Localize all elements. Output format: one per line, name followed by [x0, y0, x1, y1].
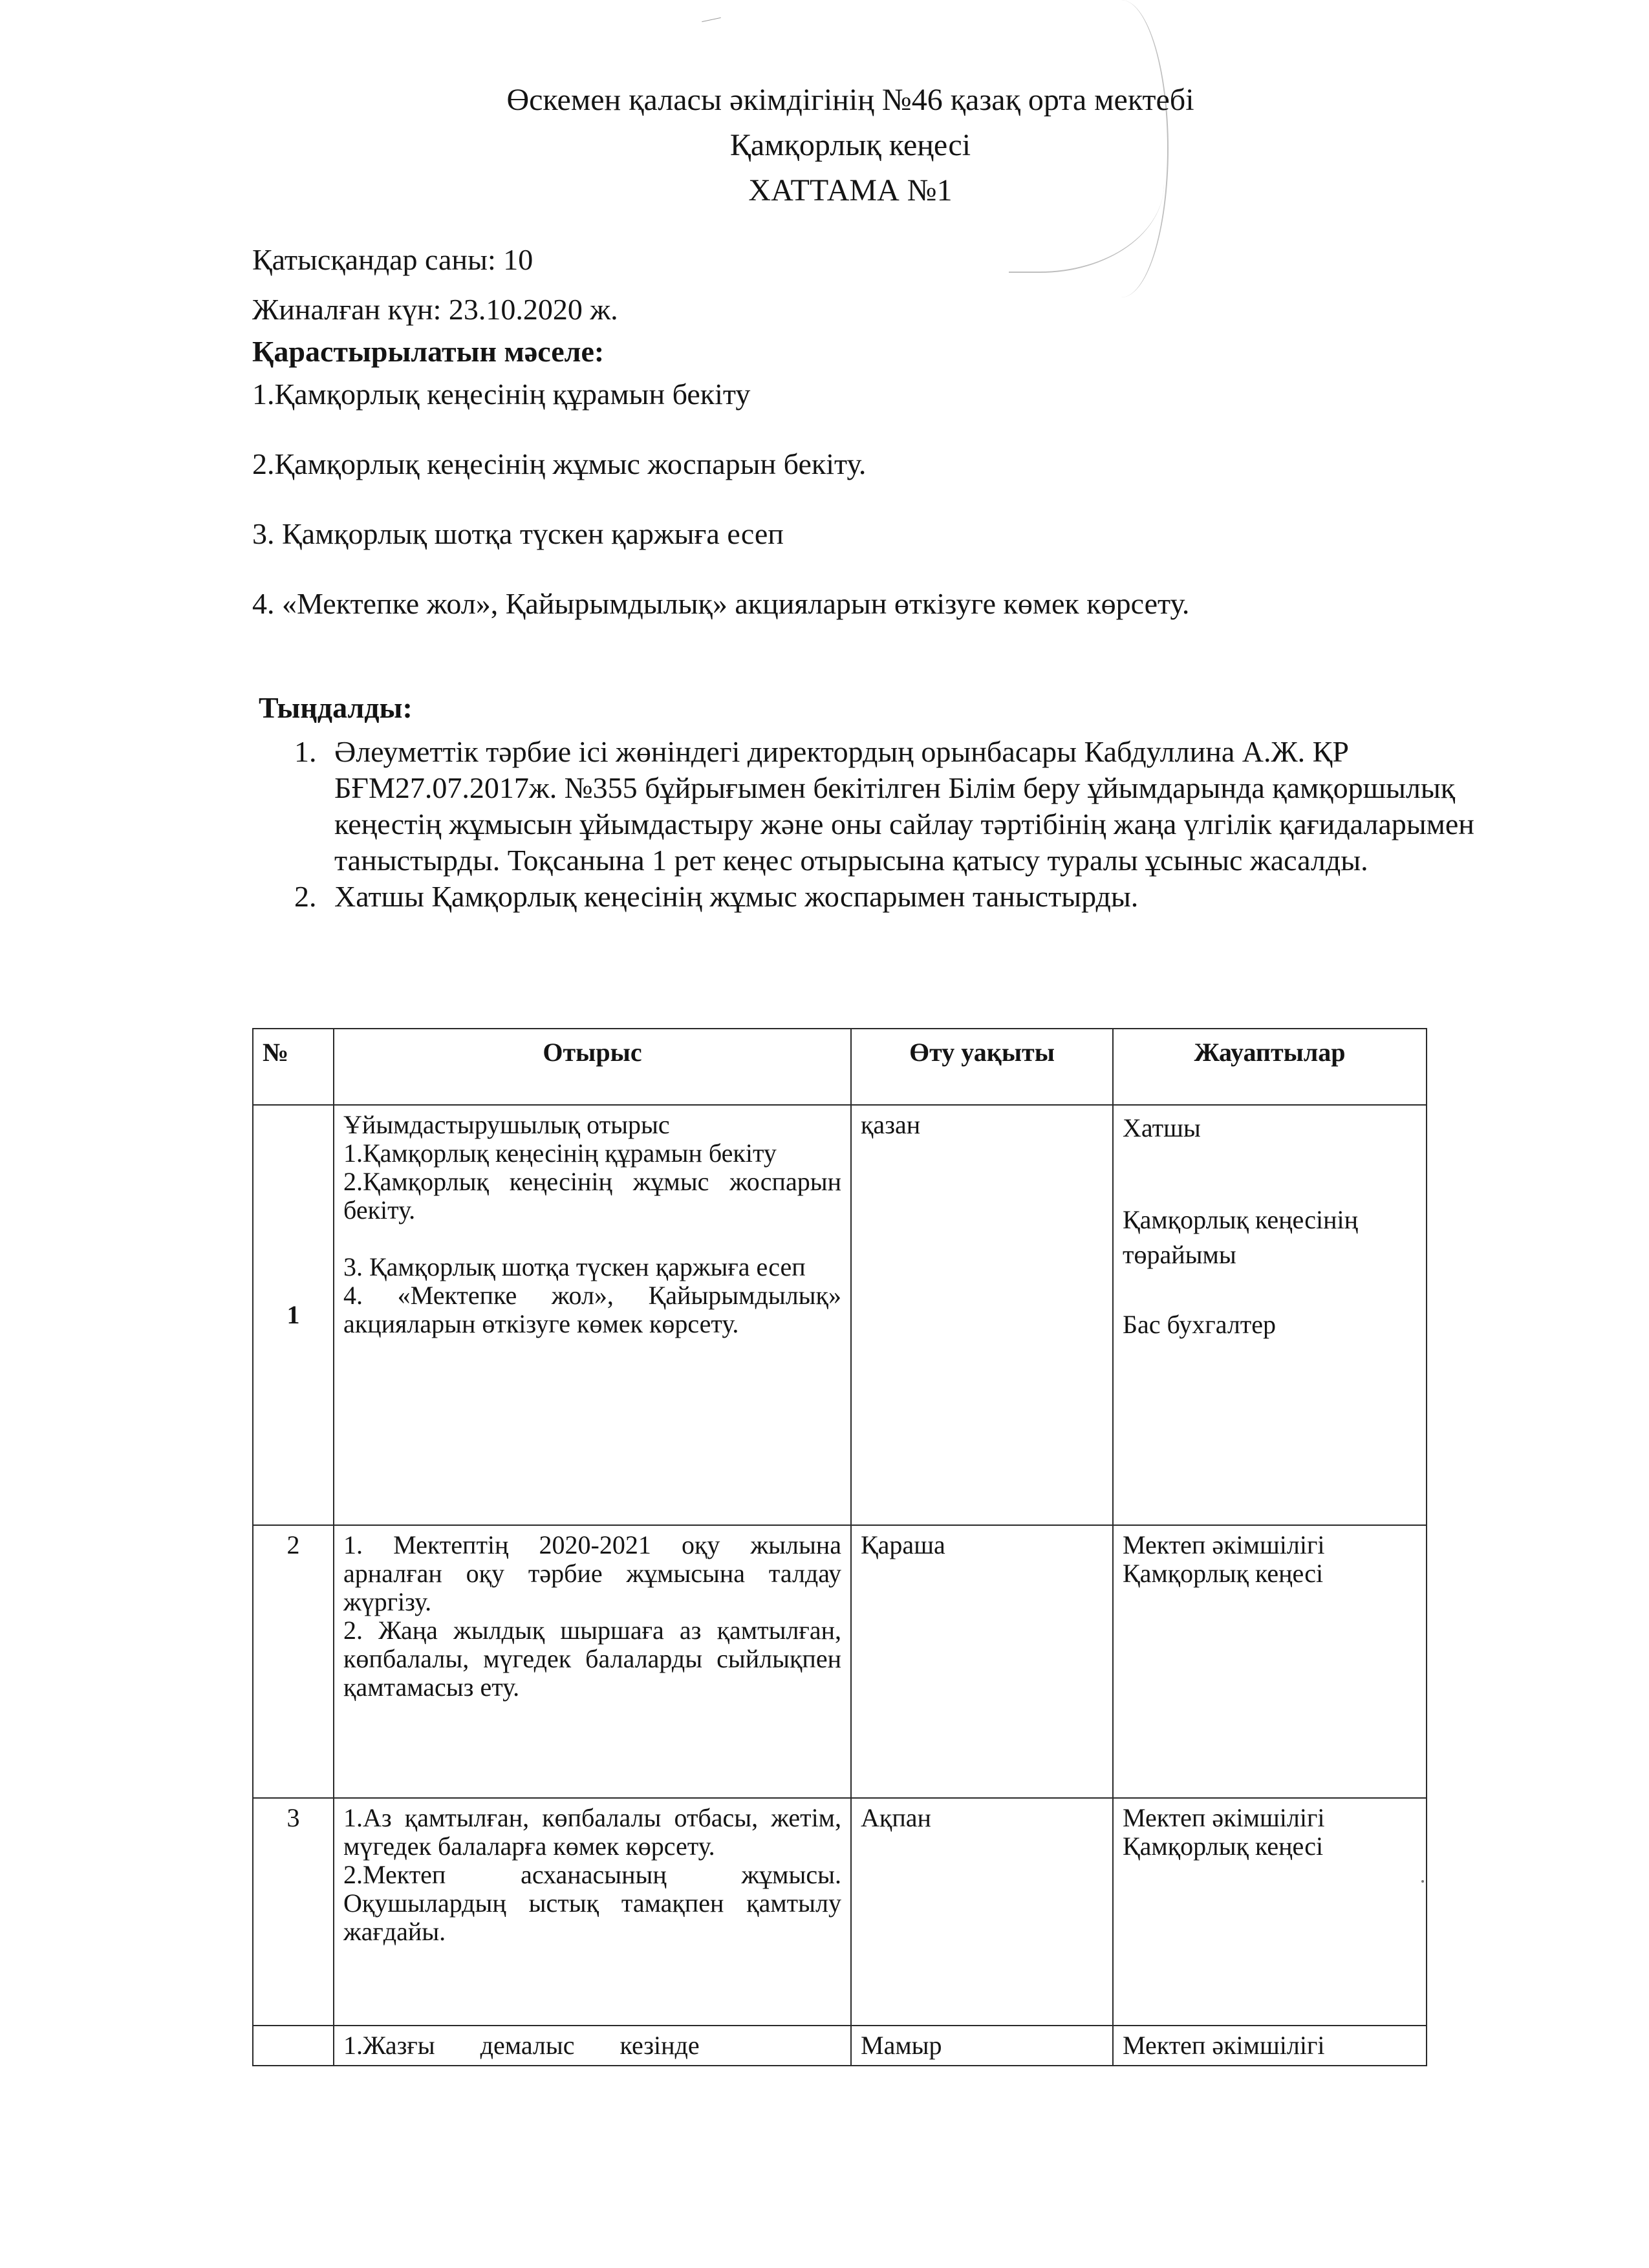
heard-item-number: 2. — [294, 880, 317, 913]
responsible-item: Бас бухгалтер — [1123, 1310, 1277, 1339]
issues-heading: Қарастырылатын мәселе: — [252, 335, 605, 368]
spacer — [1123, 1146, 1417, 1203]
activity-item: 2.Мектеп асханасының жұмысы. Оқушылардың ыстық тамақпен қамтылу жағдайы. — [343, 1860, 841, 1946]
row-time: Қараша — [851, 1525, 1113, 1798]
activity-item: 3. Қамқорлық шотқа түскен қаржыға есеп — [343, 1252, 806, 1281]
activity-item: 1.Қамқорлық кеңесінің құрамын бекіту — [343, 1139, 777, 1168]
row-number: 2 — [253, 1525, 334, 1798]
activity-title: Ұйымдастырушылық отырыс — [343, 1110, 670, 1139]
table-row — [253, 2026, 1427, 2066]
heard-item-text: Әлеуметтік тәрбие ісі жөніндегі директордың орынбасары Кабдуллина А.Ж. ҚР БҒМ27.07.2017ж. №355 бұйрығымен бекітілген Білім беру ұйымдарында қамқоршылық кеңестің жұмысын ұйымдастыру және оны сайлау тәртібінің жаңа үлгілік қағидаларымен таныстырды. Тоқсанына 1 рет кеңес отырысына қатысу туралы ұсыныс жасалды. — [334, 735, 1474, 877]
heard-item-number: 1. — [294, 735, 317, 768]
meeting-meta — [252, 233, 618, 371]
heard-item — [294, 734, 1523, 879]
heard-heading: Тыңдалды: — [259, 691, 413, 724]
table-row — [253, 1525, 1427, 1798]
responsible-item: Қамқорлық кеңесі — [1123, 1559, 1324, 1588]
activity-item: 1.Аз қамтылған, көпбалалы отбасы, жетім, мүгедек балаларға көмек көрсету. — [343, 1803, 841, 1861]
row-responsible — [1113, 1798, 1427, 2026]
council-name: Қамқорлық кеңесі — [729, 128, 971, 162]
issue-item: 3. Қамқорлық шотқа түскен қаржыға есеп — [252, 517, 784, 550]
row-activity — [334, 1525, 851, 1798]
spacer — [1123, 1272, 1417, 1307]
col-header-time: Өту уақыты — [851, 1029, 1113, 1105]
heard-item-text: Хатшы Қамқорлық кеңесінің жұмыс жоспарымен таныстырды. — [334, 880, 1139, 913]
scan-pen-mark — [702, 17, 721, 22]
responsible-item: Мектеп әкімшілігі — [1123, 1530, 1325, 1559]
row-time: Мамыр — [851, 2026, 1113, 2066]
participants-count: Қатысқандар саны: 10 — [252, 243, 534, 276]
activity-item: 1.Жазғы демалыс кезінде — [343, 2031, 700, 2060]
issue-item: 2.Қамқорлық кеңесінің жұмыс жоспарын бекіту. — [252, 447, 867, 480]
activity-item: 1. Мектептің 2020-2021 оқу жылына арналған оқу тәрбие жұмысына талдау жүргізу. — [343, 1530, 841, 1616]
heard-list — [294, 734, 1523, 915]
responsible-item: Мектеп әкімшілігі — [1123, 1803, 1325, 1832]
row-responsible — [1113, 1105, 1427, 1525]
spacer — [343, 1225, 841, 1253]
meeting-date: Жиналған күн: 23.10.2020 ж. — [252, 293, 618, 326]
document-header — [0, 78, 1649, 213]
activity-item: 2.Қамқорлық кеңесінің жұмыс жоспарын бекіту. — [343, 1167, 841, 1225]
row-time: Ақпан — [851, 1798, 1113, 2026]
activity-item: 4. «Мектепке жол», Қайырымдылық» акцияларын өткізуге көмек көрсету. — [343, 1281, 841, 1338]
col-header-meeting: Отырыс — [334, 1029, 851, 1105]
row-activity — [334, 2026, 851, 2066]
row-number: 3 — [253, 1798, 334, 2026]
work-plan-table — [252, 1028, 1427, 2066]
activity-item: 2. Жаңа жылдық шыршаға аз қамтылған, көпбалалы, мүгедек балаларды сыйлықпен қамтамасыз ету. — [343, 1616, 841, 1702]
col-header-number: № — [253, 1029, 334, 1105]
responsible-item: Хатшы — [1123, 1113, 1201, 1142]
responsible-item: Қамқорлық кеңесінің төрайымы — [1123, 1205, 1359, 1269]
issue-item: 1.Қамқорлық кеңесінің құрамын бекіту — [252, 378, 751, 411]
row-time: қазан — [851, 1105, 1113, 1525]
table-header-row — [253, 1029, 1427, 1105]
row-number: 1 — [253, 1105, 334, 1525]
table-row — [253, 1798, 1427, 2026]
table-row — [253, 1105, 1427, 1525]
row-responsible — [1113, 2026, 1427, 2066]
responsible-item: Мектеп әкімшілігі — [1123, 2031, 1325, 2060]
protocol-title: ХАТТАМА №1 — [748, 173, 953, 208]
row-number — [253, 2026, 334, 2066]
issues-list — [252, 375, 1189, 654]
responsible-item: Қамқорлық кеңесі — [1123, 1832, 1324, 1861]
row-activity — [334, 1105, 851, 1525]
col-header-responsible: Жауаптылар — [1113, 1029, 1427, 1105]
heard-item — [294, 879, 1523, 915]
school-name: Өскемен қаласы әкімдігінің №46 қазақ орта мектебі — [506, 83, 1194, 117]
row-responsible — [1113, 1525, 1427, 1798]
issue-item: 4. «Мектепке жол», Қайырымдылық» акцияларын өткізуге көмек көрсету. — [252, 587, 1190, 620]
row-activity — [334, 1798, 851, 2026]
